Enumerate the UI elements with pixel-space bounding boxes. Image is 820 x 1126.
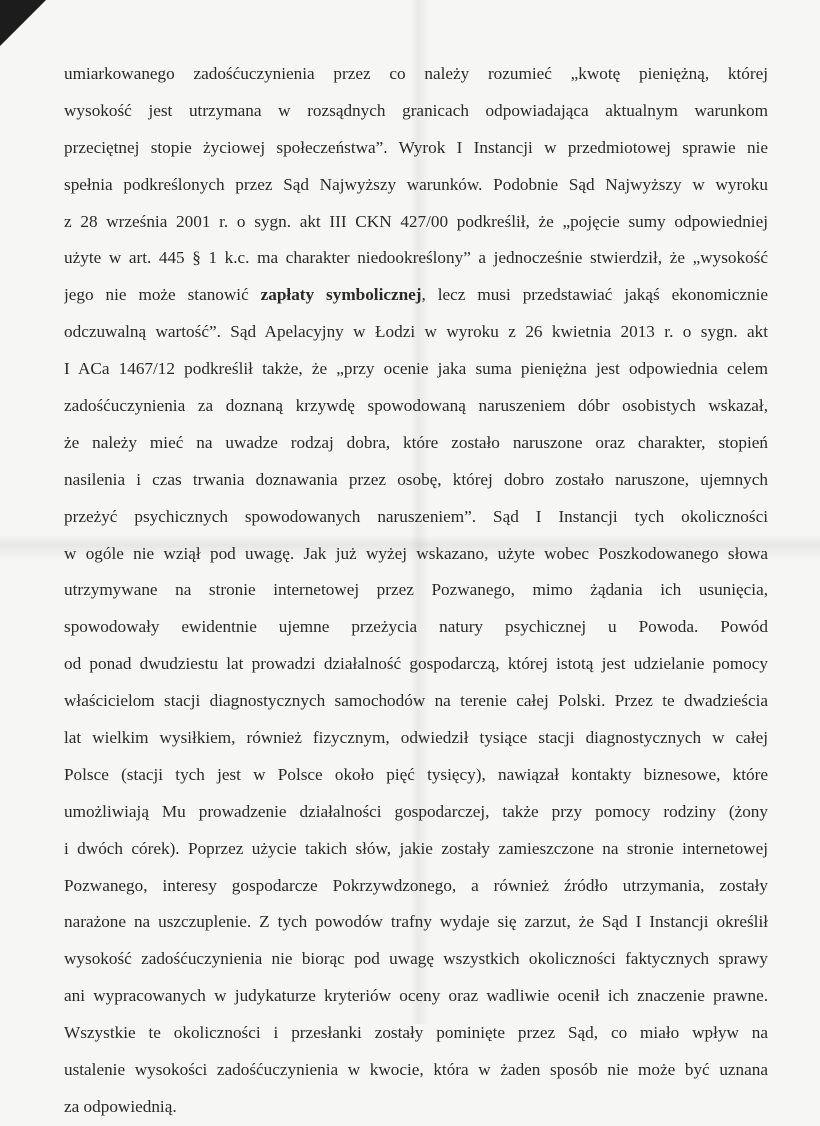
text-span: , lecz musi przedstawiać jakąś ekonomicznie xyxy=(421,285,768,305)
text-line: umożliwiają Mu prowadzenie działalności gospodarczej, także przy pomocy rodziny (żony xyxy=(64,801,768,821)
text-line: nasilenia i czas trwania doznawania przez osobę, której dobro zostało naruszone, ujemnych xyxy=(64,469,768,489)
text-line: przeciętnej stopie życiowej społeczeństwa”. Wyrok I Instancji w przedmiotowej sprawie nie xyxy=(64,137,768,157)
text-line: w ogóle nie wziął pod uwagę. Jak już wyżej wskazano, użyte wobec Poszkodowanego słowa xyxy=(64,543,768,563)
text-line: wysokość jest utrzymana w rozsądnych granicach odpowiadająca aktualnym warunkom xyxy=(64,100,768,120)
text-line: spowodowały ewidentnie ujemne przeżycia natury psychicznej u Powoda. Powód xyxy=(64,617,768,637)
text-line: właścicielom stacji diagnostycznych samochodów na terenie całej Polski. Przez te dwadzieścia xyxy=(64,691,768,711)
text-line: spełnia podkreślonych przez Sąd Najwyższy warunków. Podobnie Sąd Najwyższy w wyroku xyxy=(64,174,768,194)
text-span: jego nie może stanowić xyxy=(64,285,261,305)
text-line: ani wypracowanych w judykaturze kryteriów oceny oraz wadliwie ocenił ich znaczenie prawne. xyxy=(64,986,768,1006)
text-line: lat wielkim wysiłkiem, również fizycznym, odwiedził tysiące stacji diagnostycznych w całej xyxy=(64,728,768,748)
text-line: przeżyć psychicznych spowodowanych naruszeniem”. Sąd I Instancji tych okoliczności xyxy=(64,506,768,526)
text-line: i dwóch córek). Poprzez użycie takich słów, jakie zostały zamieszczone na stronie internetowej xyxy=(64,838,768,858)
text-line: utrzymywane na stronie internetowej przez Pozwanego, mimo żądania ich usunięcia, xyxy=(64,580,768,600)
text-line: za odpowiednią. xyxy=(64,1096,177,1116)
text-line: I ACa 1467/12 podkreślił także, że „przy ocenie jaka suma pieniężna jest odpowiednia celem xyxy=(64,359,768,379)
text-line: odczuwalną wartość”. Sąd Apelacyjny w Łodzi w wyroku z 26 kwietnia 2013 r. o sygn. akt xyxy=(64,322,768,342)
text-line: że należy mieć na uwadze rodzaj dobra, które zostało naruszone oraz charakter, stopień xyxy=(64,432,768,452)
folded-corner xyxy=(0,0,46,46)
text-line: Polsce (stacji tych jest w Polsce około pięć tysięcy), nawiązał kontakty biznesowe, które xyxy=(64,764,768,784)
text-line: z 28 września 2001 r. o sygn. akt III CKN 427/00 podkreślił, że „pojęcie sumy odpowiedniej xyxy=(64,211,768,231)
text-line: ustalenie wysokości zadośćuczynienia w kwocie, która w żaden sposób nie może być uznana xyxy=(64,1060,768,1080)
text-line: Wszystkie te okoliczności i przesłanki zostały pominięte przez Sąd, co miało wpływ na xyxy=(64,1023,768,1043)
text-line: Pozwanego, interesy gospodarcze Pokrzywdzonego, a również źródło utrzymania, zostały xyxy=(64,875,768,895)
text-line: wysokość zadośćuczynienia nie biorąc pod uwagę wszystkich okoliczności faktycznych sprawy xyxy=(64,949,768,969)
text-line: zadośćuczynienia za doznaną krzywdę spowodowaną naruszeniem dóbr osobistych wskazał, xyxy=(64,396,768,416)
text-line: narażone na uszczuplenie. Z tych powodów trafny wydaje się zarzut, że Sąd I Instancji określił xyxy=(64,912,768,932)
text-line xyxy=(64,277,768,314)
text-line: od ponad dwudziestu lat prowadzi działalność gospodarczą, której istotą jest udzielanie pomocy xyxy=(64,654,768,674)
text-line: umiarkowanego zadośćuczynienia przez co należy rozumieć „kwotę pieniężną, której xyxy=(64,64,768,83)
body-text xyxy=(64,56,768,1126)
text-line: użyte w art. 445 § 1 k.c. ma charakter niedookreślony” a jednocześnie stwierdził, że „wysokość xyxy=(64,248,768,268)
bold-phrase: zapłaty symbolicznej xyxy=(260,285,422,305)
